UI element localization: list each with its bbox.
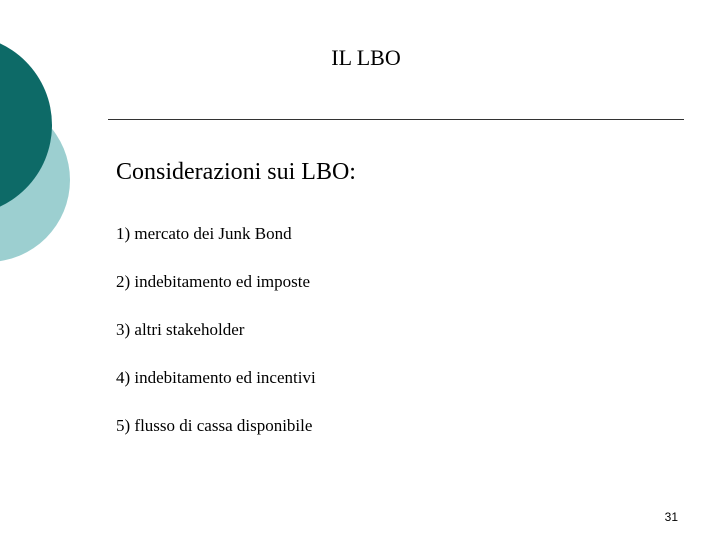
list-item: 2) indebitamento ed imposte [116, 272, 311, 291]
list-item: 3) altri stakeholder [116, 320, 245, 339]
section-heading: Considerazioni sui LBO: [116, 159, 356, 185]
slide-title: IL LBO [331, 45, 401, 70]
decorative-circles-graphic [0, 0, 80, 290]
list-item: 4) indebitamento ed incentivi [116, 368, 316, 387]
list-item: 5) flusso di cassa disponibile [116, 416, 313, 435]
title-divider [108, 119, 684, 120]
considerations-list [116, 222, 316, 462]
list-item: 1) mercato dei Junk Bond [116, 224, 292, 243]
page-number: 31 [664, 510, 678, 524]
